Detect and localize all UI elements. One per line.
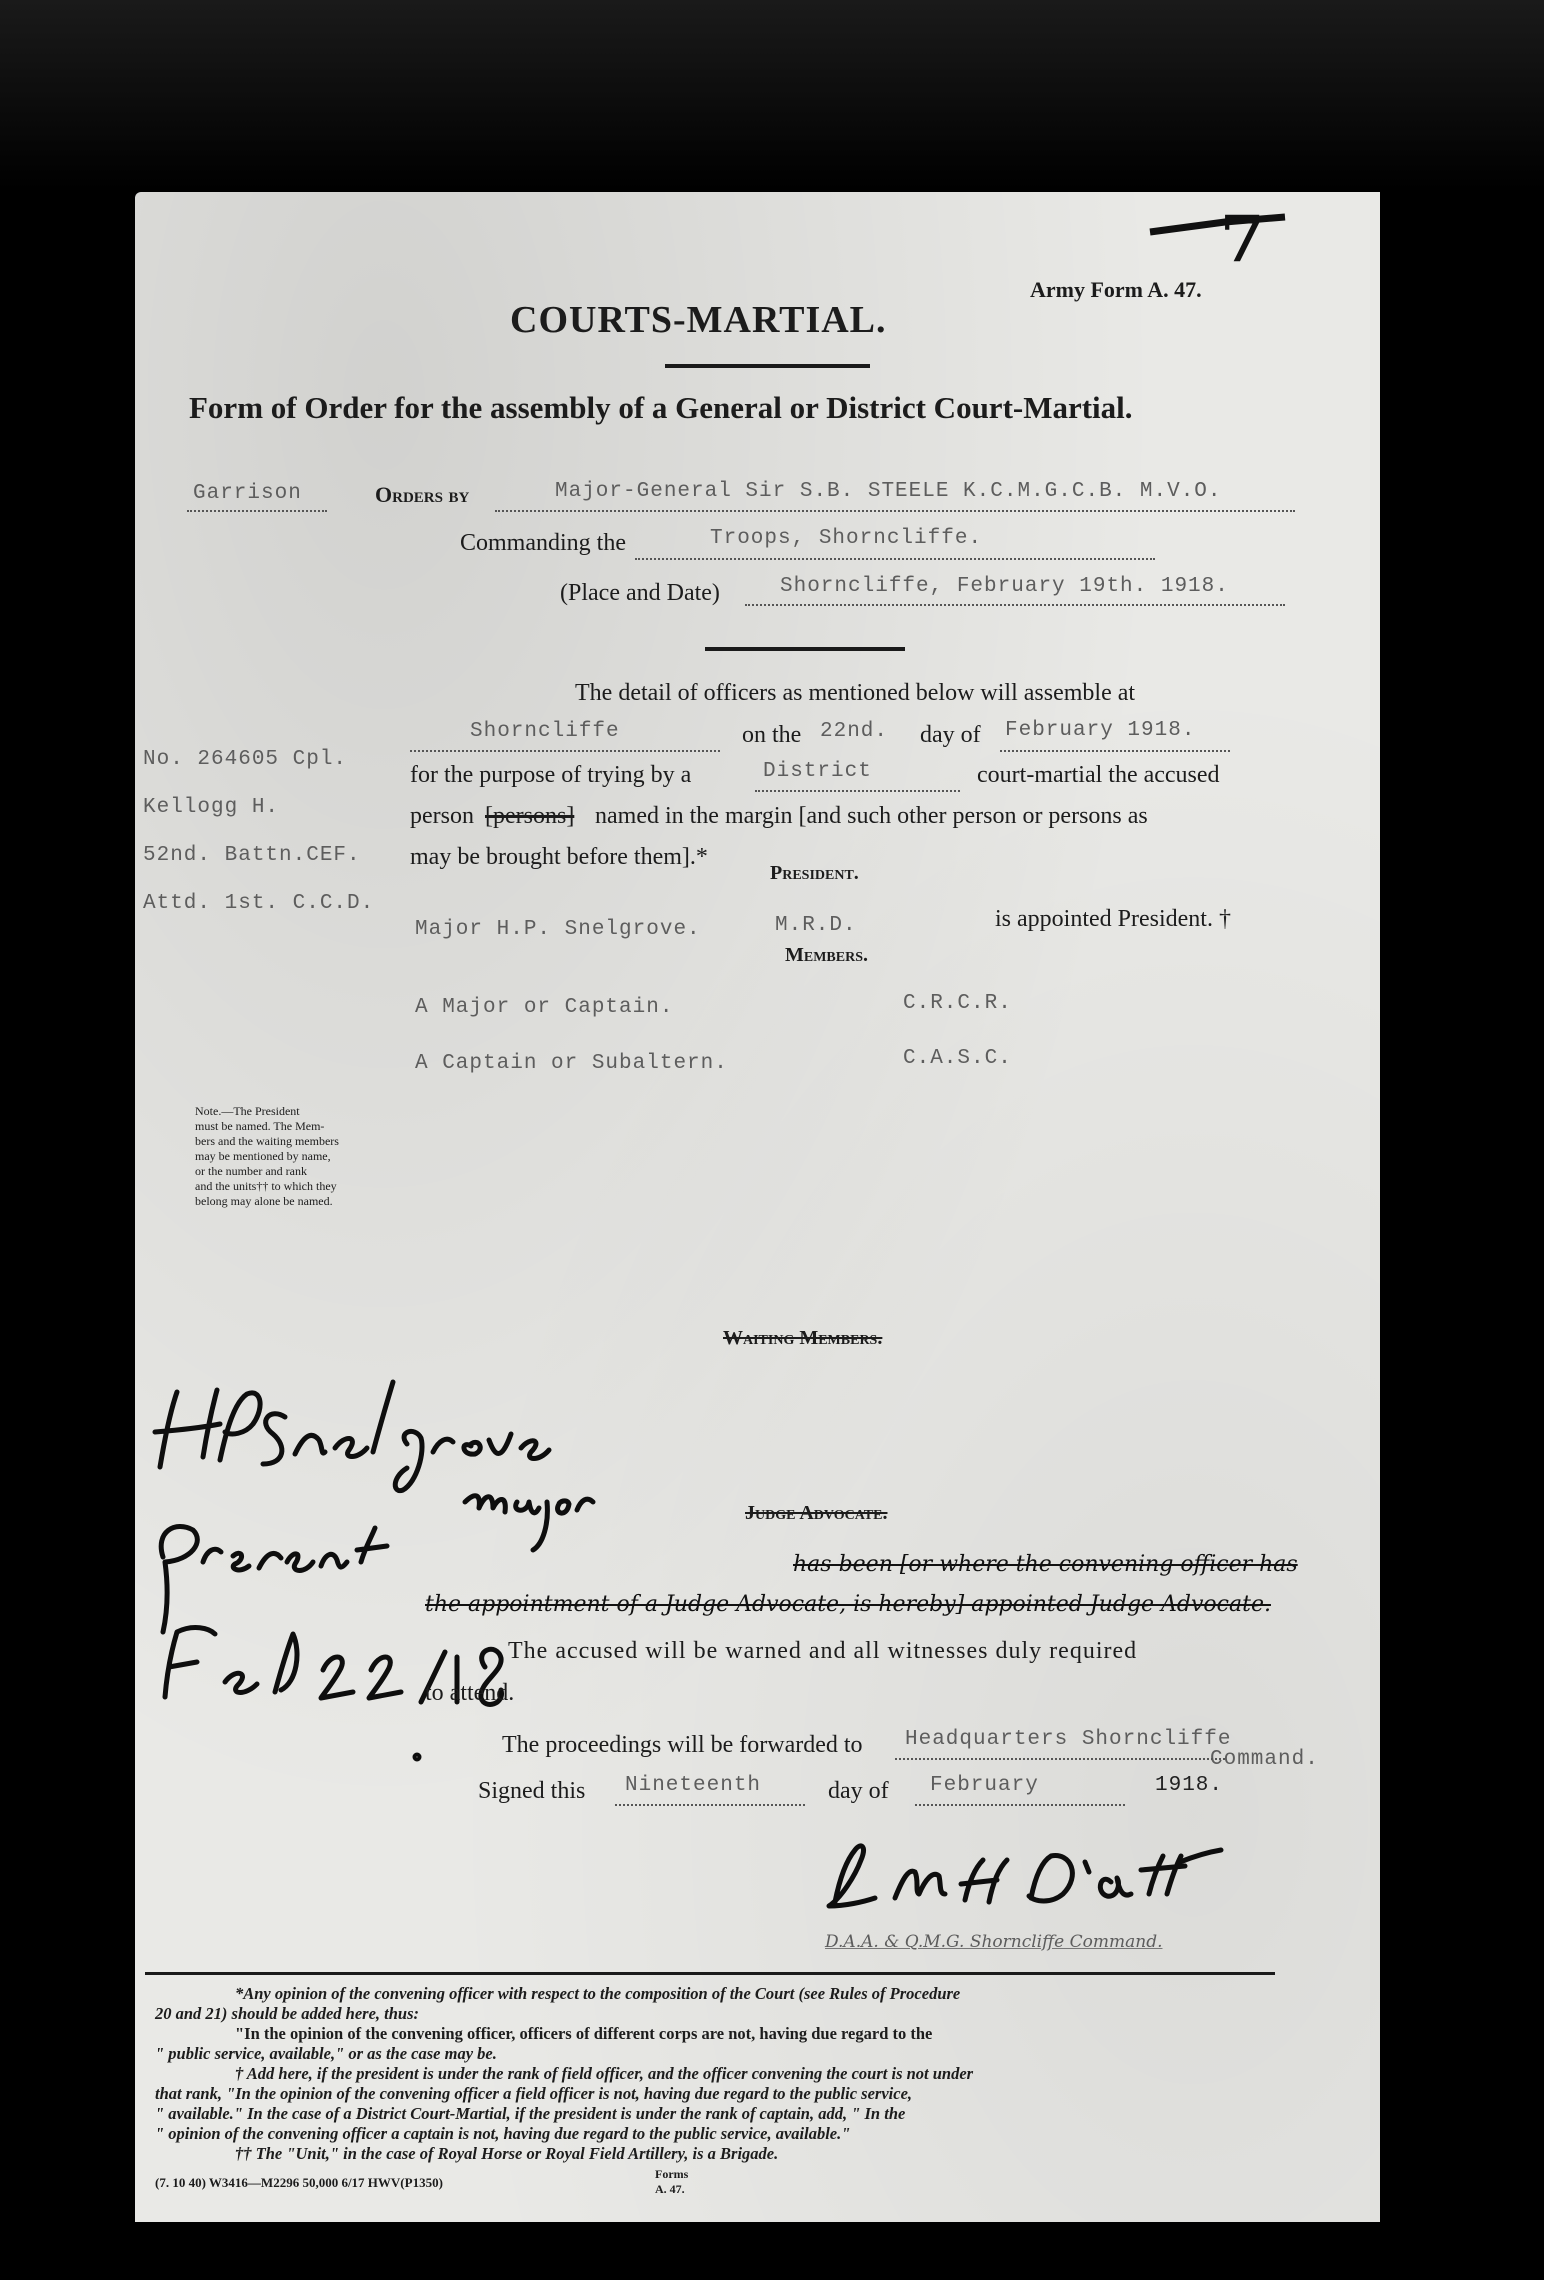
detail-brought: may be brought before them].* xyxy=(410,844,708,870)
orders-by-label: Orders by xyxy=(375,482,470,507)
judge-advocate-line2: the appointment of a Judge Advocate, is hereby] appointed Judge Advocate. xyxy=(425,1592,1271,1617)
signed-day-of: day of xyxy=(828,1778,889,1804)
warnings-line1: The accused will be warned and all witnesses duly required xyxy=(508,1638,1138,1664)
proceedings-value-2: Command. xyxy=(1210,1748,1319,1771)
scan-top-border xyxy=(0,0,1544,190)
place-date-value: Shorncliffe, February 19th. 1918. xyxy=(780,575,1229,598)
commanding-value: Troops, Shorncliffe. xyxy=(710,527,983,550)
printer-forms-no: A. 47. xyxy=(655,2182,685,2196)
officer-handwritten-signature xyxy=(815,1832,1235,1922)
corner-mark-stroke xyxy=(1145,212,1295,252)
signed-day: Nineteenth xyxy=(625,1774,762,1797)
printer-forms: Forms xyxy=(655,2167,689,2181)
signed-month: February xyxy=(930,1774,1039,1797)
warnings-line2: to attend. xyxy=(425,1680,515,1706)
accused-battalion: 52nd. Battn.CEF. xyxy=(143,844,361,867)
accused-number: No. 264605 Cpl. xyxy=(143,748,348,771)
signed-year: 1918. xyxy=(1155,1774,1224,1797)
judge-advocate-heading: Judge Advocate. xyxy=(745,1502,888,1524)
printer-line: (7. 10 40) W3416—M2296 50,000 6/17 HWV(P1350) xyxy=(155,2175,443,2190)
president-heading: President. xyxy=(770,862,859,884)
accused-attached: Attd. 1st. C.C.D. xyxy=(143,892,375,915)
detail-persons-struck: [persons] xyxy=(485,803,575,829)
member-2-corps: C.A.S.C. xyxy=(903,1047,1012,1070)
member-2-rank: A Captain or Subaltern. xyxy=(415,1052,728,1075)
orders-rule xyxy=(705,647,905,651)
footnotes: *Any opinion of the convening officer with respect to the composition of the Court (see Rules of Procedure 20 and 21) should be added here, thus: "In the opinion of the convening officer, officers of different corps are not, having due regard to the " public service, available," or as the case may be. † Add here, if the president is under the rank of field officer, and the officer convening the court is not under that rank, "In the opinion of the convening officer a field officer is not, having due regard to the public service, " available." In the case of a District Court-Martial, if the president is under the rank of captain, add, " In the " opinion of the convening officer a captain is not, having due regard to the public service, available." †† The "Unit," in the case of Royal Horse or Royal Field Artillery, is a Brigade. xyxy=(155,1984,974,2163)
judge-advocate-line1: has been [or where the convening officer has xyxy=(793,1552,1298,1577)
detail-line1: The detail of officers as mentioned below will assemble at xyxy=(575,680,1136,706)
detail-person: person xyxy=(410,803,474,829)
orders-by-value: Major-General Sir S.B. STEELE K.C.M.G.C.B. M.V.O. xyxy=(555,480,1222,503)
footnote-rule xyxy=(145,1972,1275,1975)
unit-value: Garrison xyxy=(193,482,302,505)
members-heading: Members. xyxy=(785,944,869,966)
member-1-corps: C.R.C.R. xyxy=(903,992,1012,1015)
detail-month-year: February 1918. xyxy=(1005,719,1196,742)
president-name: Major H.P. Snelgrove. xyxy=(415,918,701,941)
detail-on-the: on the xyxy=(742,722,802,748)
title-rule xyxy=(665,364,870,368)
detail-court-type: District xyxy=(763,760,872,783)
detail-purpose: for the purpose of trying by a xyxy=(410,762,692,788)
president-appointed: is appointed President. † xyxy=(995,906,1231,932)
form-title: COURTS-MARTIAL. xyxy=(510,299,887,341)
detail-place: Shorncliffe xyxy=(470,720,620,743)
detail-court-suffix: court-martial the accused xyxy=(977,762,1220,788)
officer-title: D.A.A. & Q.M.G. Shorncliffe Command. xyxy=(825,1932,1163,1952)
detail-day-of: day of xyxy=(920,722,981,748)
place-date-label: (Place and Date) xyxy=(560,580,720,606)
form-number: Army Form A. 47. xyxy=(1030,277,1202,302)
president-unit: M.R.D. xyxy=(775,914,857,937)
form-subtitle: Form of Order for the assembly of a General or District Court-Martial. xyxy=(189,390,1133,425)
proceedings-label: The proceedings will be forwarded to xyxy=(502,1732,863,1758)
waiting-members-heading: Waiting Members. xyxy=(723,1327,883,1349)
signed-label: Signed this xyxy=(478,1778,586,1804)
corner-mark: 7 xyxy=(1220,202,1265,277)
detail-day: 22nd. xyxy=(820,720,889,743)
accused-name: Kellogg H. xyxy=(143,796,280,819)
commanding-label: Commanding the xyxy=(460,530,626,556)
margin-note: Note.—The President must be named. The Mem- bers and the waiting members may be mentioned by name, or the number and rank and the units†† to which they belong may alone be named. xyxy=(195,1104,339,1208)
proceedings-value: Headquarters Shorncliffe xyxy=(905,1728,1232,1751)
document-page xyxy=(135,192,1380,2222)
detail-person-rest: named in the margin [and such other person or persons as xyxy=(595,803,1148,829)
member-1-rank: A Major or Captain. xyxy=(415,996,674,1019)
